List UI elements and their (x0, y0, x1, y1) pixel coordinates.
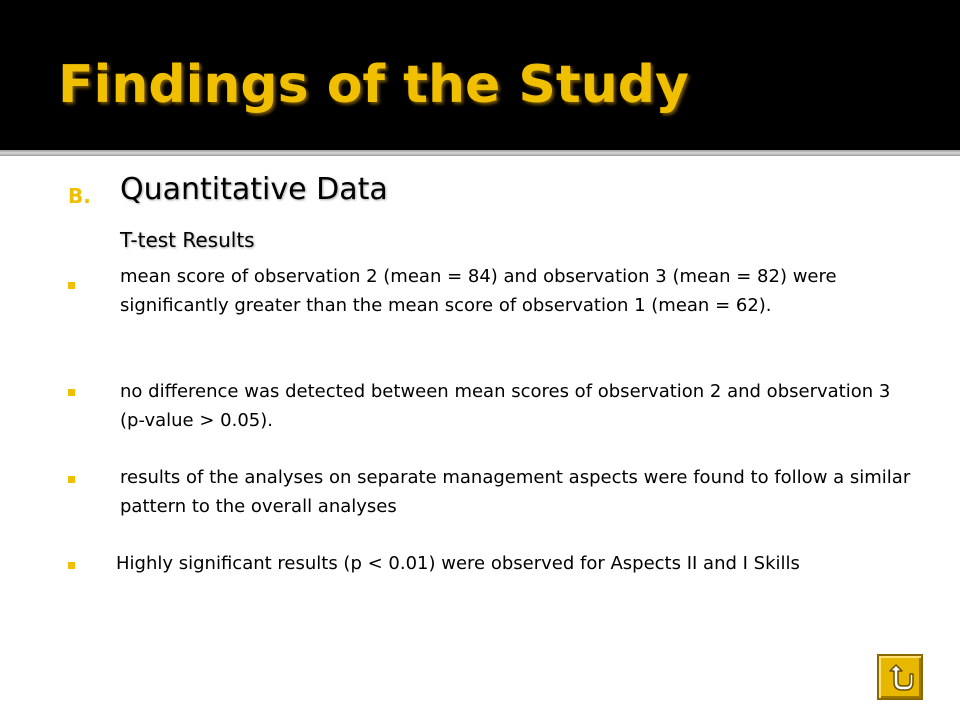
slide-title: Findings of the Study (58, 55, 689, 115)
bullet-text: no difference was detected between mean scores of observation 2 and observation 3 (p-value > 0.05). (120, 381, 891, 431)
bullet-text: results of the analyses on separate management aspects were found to follow a similar pattern to the overall analyses (120, 467, 911, 517)
section-letter: B. (68, 184, 91, 208)
bullet-marker-icon (68, 562, 75, 569)
bullet-marker-icon (68, 389, 75, 396)
bullet-marker-icon (68, 476, 75, 483)
title-divider (0, 150, 960, 156)
return-arrow-icon (885, 662, 915, 692)
bullet-marker-icon (68, 282, 75, 289)
subheading: T-test Results (120, 228, 255, 252)
return-button[interactable] (877, 654, 923, 700)
bullet-text: mean score of observation 2 (mean = 84) and observation 3 (mean = 82) were significantly greater than the mean score of observation 1 (mean = 62). (120, 266, 837, 316)
section-heading: Quantitative Data (120, 172, 388, 207)
bullet-text: Highly significant results (p < 0.01) were observed for Aspects II and I Skills (116, 553, 800, 574)
